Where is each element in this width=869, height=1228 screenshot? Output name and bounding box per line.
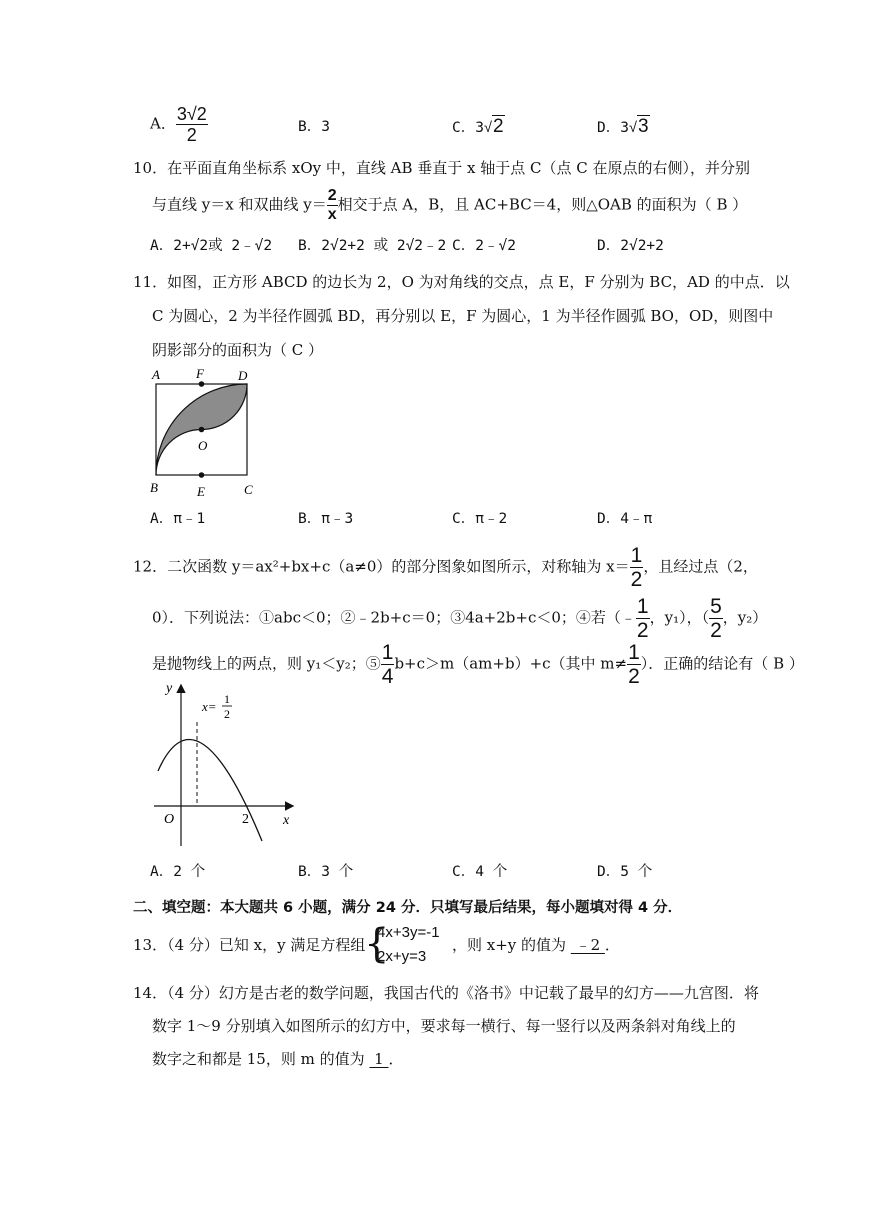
label-c: C — [244, 482, 253, 497]
q10-option-d: D．2√2+2 — [597, 238, 664, 254]
q13-brace: { — [364, 921, 390, 967]
q14-line-3: 数字之和都是 15，则 m 的值为 1 ． — [152, 1050, 404, 1068]
q11-option-c: C．π﹣2 — [452, 511, 508, 527]
q11-option-a: A．π﹣1 — [150, 511, 206, 527]
q13-answer: ﹣2 — [570, 936, 605, 954]
label-d: D — [238, 368, 248, 383]
q13-post: ，则 x+y 的值为 ﹣2 ． — [452, 936, 620, 954]
axis-label-num: 1 — [224, 692, 230, 706]
q14-line-1: 14．（4 分）幻方是古老的数学问题，我国古代的《洛书》中记载了最早的幻方——九宫图．将 — [133, 984, 759, 1002]
q12-parabola-figure — [150, 676, 300, 852]
q12-option-b: B．3 个 — [298, 864, 354, 880]
q11-line-2: C 为圆心，2 为半径作圆弧 BD，再分别以 E，F 为圆心，1 为半径作圆弧 BO，OD，则图中 — [152, 307, 774, 325]
q11-option-d: D．4﹣π — [597, 511, 653, 527]
label-y: y — [166, 681, 173, 696]
label-o: O — [164, 812, 175, 827]
q10-line-1: 10．在平面直角坐标系 xOy 中，直线 AB 垂直于 x 轴于点 C（点 C 在原点的右侧），并分别 — [133, 159, 751, 177]
q9-option-a: A． $\frac{3√2}{2}$ — [150, 104, 207, 145]
label-f: F — [196, 366, 204, 381]
q12-option-d: D．5 个 — [597, 864, 653, 880]
point-e — [199, 472, 205, 478]
axis-label: x= — [202, 699, 217, 714]
q12-line-1: 12．二次函数 y＝ax²+bx+c（a≠0）的部分图象如图所示，对称轴为 x＝ $\frac{1}{2}$ ，且经过点（2， — [133, 544, 758, 591]
q9-option-c: C．3√2 — [452, 116, 504, 137]
label-x: x — [283, 813, 290, 828]
axis-label-den: 2 — [224, 707, 230, 721]
q14-line-2: 数字 1～9 分别填入如图所示的幻方中，要求每一横行、每一竖行以及两条斜对角线上的 — [152, 1017, 736, 1035]
label-e: E — [197, 484, 205, 499]
q11-line-3: 阴影部分的面积为（ C ） — [152, 341, 324, 359]
q13-eq-2: 2x+y=3 — [377, 948, 427, 965]
section-2-heading: 二、填空题：本大题共 6 小题，满分 24 分．只填写最后结果，每小题填对得 4 分． — [133, 900, 683, 916]
q11-square-figure — [140, 362, 265, 504]
label-o: O — [198, 438, 208, 453]
q10-option-b: B．2√2+2 或 2√2﹣2 — [298, 238, 447, 254]
q11-line-1: 11．如图，正方形 ABCD 的边长为 2，O 为对角线的交点，点 E，F 分别为 BC，AD 的中点．以 — [133, 273, 790, 291]
point-f — [199, 381, 205, 387]
q10-option-a: A．2+√2或 2﹣√2 — [150, 238, 273, 254]
q12-line-3: 是抛物线上的两点，则 y₁＜y₂；⑤ $\frac{1}{4}$ b+c＞m（am+b）+c（其中 m≠ $\frac{1}{2}$ ）．正确的结论有（ B ） — [152, 641, 804, 688]
q12-option-c: C．4 个 — [452, 864, 508, 880]
q9-option-d: D．3√3 — [597, 116, 649, 137]
q13-system — [377, 921, 440, 969]
q13-pre: 13．（4 分）已知 x，y 满足方程组 — [133, 936, 366, 954]
q9-option-b: B．3 — [298, 119, 330, 135]
q10-line-2: 与直线 y＝x 和双曲线 y＝ $\frac{2}{x}$ 相交于点 A，B，且 AC+BC＝4，则△OAB 的面积为（ B ） — [152, 187, 748, 223]
q12-line-2: 0）．下列说法：①abc＜0；②﹣2b+c＝0；③4a+2b+c＜0；④若（﹣ $\frac{1}{2}$ ，y₁），（ $\frac{5}{2}$ ，y₂） — [152, 595, 768, 642]
q10-option-c: C．2﹣√2 — [452, 238, 516, 254]
q11-option-b: B．π﹣3 — [298, 511, 354, 527]
q12-option-a: A．2 个 — [150, 864, 206, 880]
label-b: B — [150, 480, 158, 495]
q13-eq-1: 4x+3y=-1 — [377, 924, 440, 941]
q14-answer: 1 — [369, 1050, 389, 1068]
point-o — [199, 427, 205, 433]
label-a: A — [152, 367, 160, 382]
label-two: 2 — [242, 812, 249, 827]
